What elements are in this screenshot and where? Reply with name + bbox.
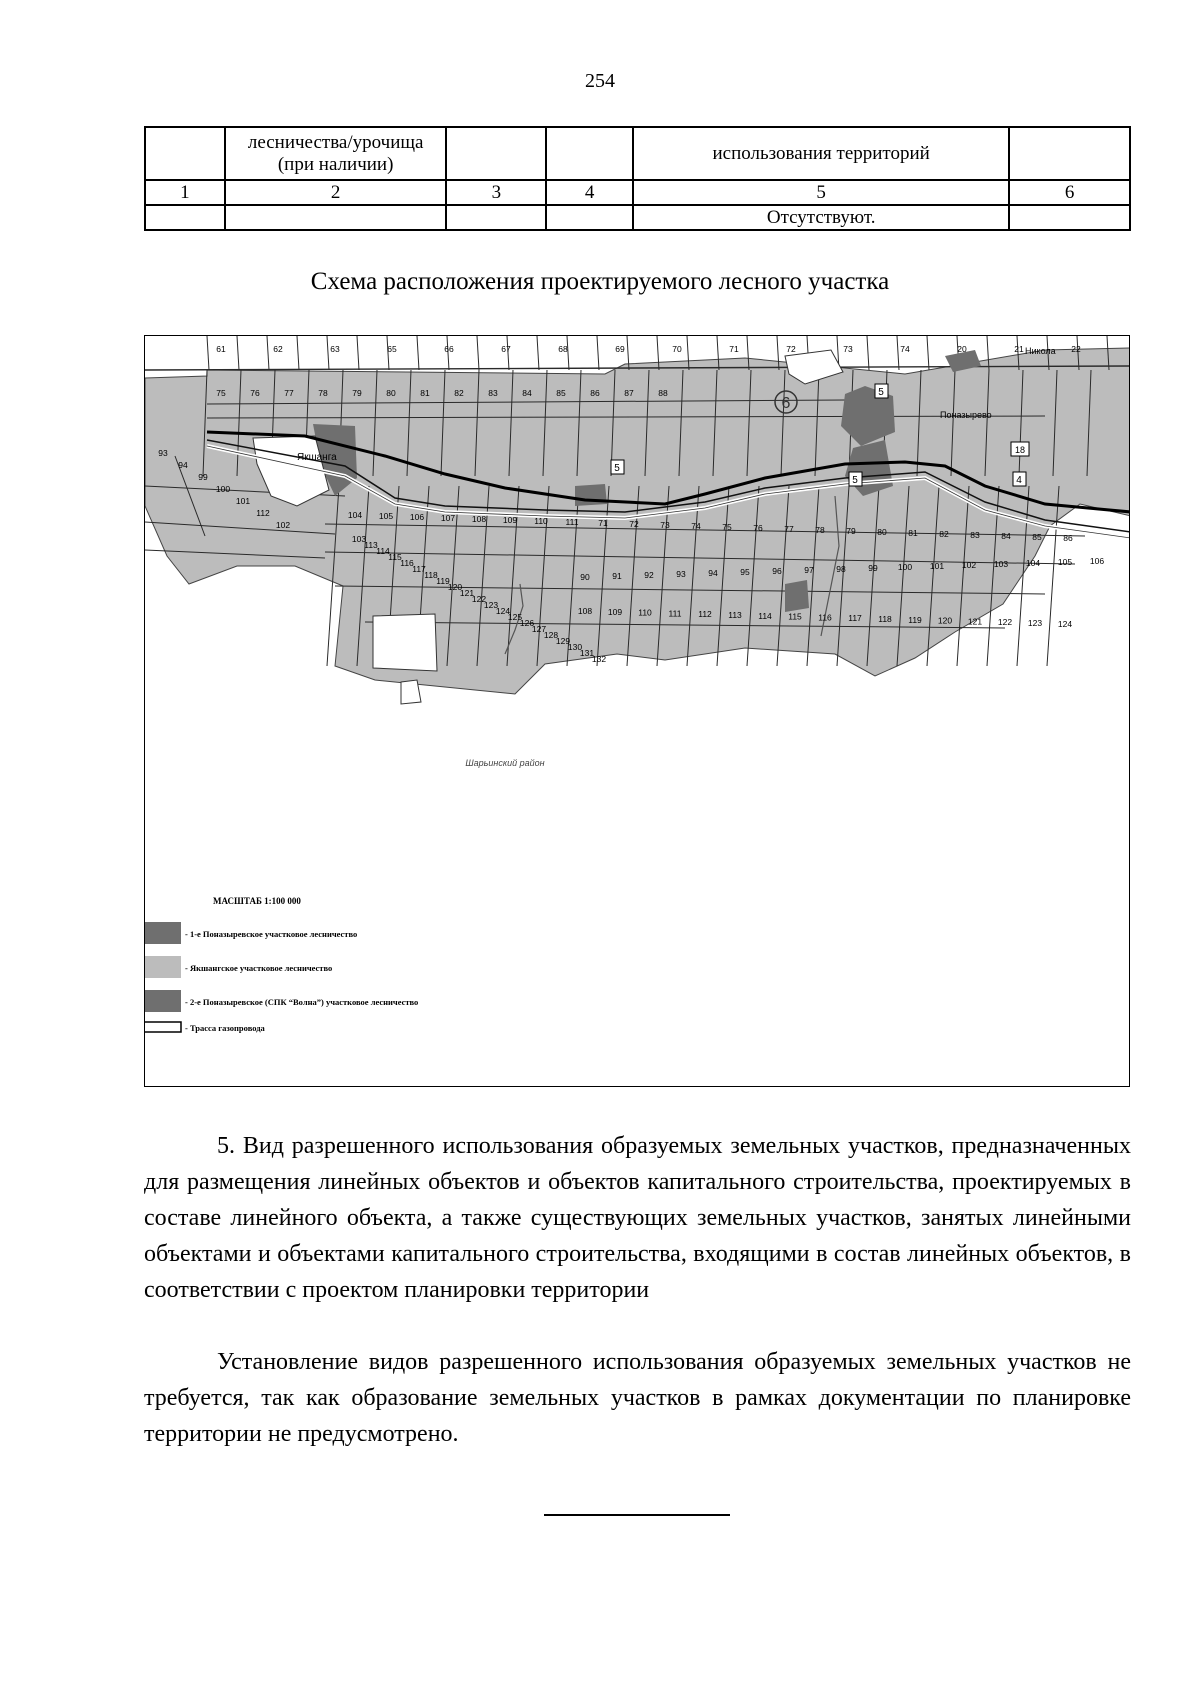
parcel-boundary [357, 336, 359, 370]
box-number [611, 460, 624, 474]
box-number [1013, 472, 1026, 486]
parcel-number: 72 [629, 519, 639, 529]
parcel-number: 61 [216, 344, 226, 354]
parcel-number: 114 [376, 546, 390, 556]
clearing [373, 614, 437, 671]
parcel-number: 85 [556, 388, 566, 398]
forest-plot-map [144, 335, 1130, 1087]
parcel-number: 70 [672, 344, 682, 354]
district-label: Шарьинский район [465, 758, 545, 768]
parcel-number: 121 [967, 616, 983, 627]
parcel-boundary [327, 336, 329, 370]
parcel-boundary [537, 336, 539, 370]
legend-swatch [145, 922, 181, 944]
parcel-number: 109 [502, 515, 518, 525]
parcel-number: 103 [993, 559, 1009, 569]
parcel-boundary [897, 336, 899, 370]
table-cell: 1 [145, 180, 225, 205]
parcel-boundary [597, 336, 599, 370]
parcel-number: 86 [590, 388, 600, 398]
parcel-number: 84 [1001, 531, 1011, 541]
parcel-number: 86 [1063, 533, 1073, 543]
parcel-number: 85 [1032, 532, 1042, 542]
table-cell [446, 205, 546, 230]
table-cell [1009, 205, 1130, 230]
parcel-number: 20 [957, 344, 967, 354]
parcel-number: 74 [691, 521, 701, 531]
parcel-number: 72 [786, 344, 796, 354]
parcel-number: 84 [522, 388, 532, 398]
legend-label: - Трасса газопровода [185, 1023, 265, 1033]
parcel-number: 124 [495, 606, 511, 616]
svg-text:5: 5 [852, 475, 858, 486]
box-number [875, 384, 888, 398]
parcel-number: 107 [440, 513, 456, 523]
parcel-number: 104 [1025, 558, 1041, 568]
parcel-boundary [297, 336, 299, 370]
parcel-number: 121 [459, 588, 475, 598]
parcel-number: 69 [615, 344, 625, 354]
box-number [1011, 442, 1029, 456]
parcel-number: 116 [818, 612, 832, 623]
clearing [401, 680, 421, 704]
parcel-number: 124 [1057, 618, 1073, 629]
parcel-number: 80 [877, 527, 887, 537]
parcel-number: 118 [878, 614, 892, 624]
box-number [849, 472, 862, 486]
table-cell [546, 205, 633, 230]
parcel-number: 122 [997, 617, 1013, 628]
parcel-number: 106 [409, 512, 425, 522]
table-cell: 5 [633, 180, 1009, 205]
parcel-number: 99 [868, 563, 878, 573]
parcel-number: 100 [215, 484, 231, 494]
parcel-number: 120 [937, 615, 953, 626]
parcel-number: 120 [447, 582, 463, 592]
parcel-number: 126 [519, 618, 535, 628]
parcel-number: 87 [624, 388, 634, 398]
parcel-number: 71 [729, 344, 739, 354]
section-5-body-paragraph: Установление видов разрешенного использования образуемых земельных участков не требуется, так как образование земельных участков в рамках документации по планировке территории не предусмотрено. [144, 1349, 1131, 1447]
legend-label: - 1-е Поназыревское участковое лесничество [185, 929, 358, 939]
map-scale: МАСШТАБ 1:100 000 [213, 896, 301, 906]
legend-label: - 2-е Поназыревское (СПК “Волна”) участковое лесничество [185, 997, 419, 1007]
table-row [145, 205, 1130, 230]
parcel-number: 118 [424, 570, 438, 580]
parcel-boundary [267, 336, 269, 370]
parcel-number: 123 [1027, 618, 1043, 628]
parcel-number: 90 [580, 572, 590, 582]
place-label: Поназырево [940, 410, 992, 420]
forestry-number: 6 [781, 395, 791, 412]
parcel-number: 99 [198, 472, 208, 482]
table-cell: 6 [1009, 180, 1130, 205]
svg-text:5: 5 [614, 463, 620, 474]
parcel-number: 74 [900, 344, 910, 354]
parcel-number: 101 [929, 561, 945, 571]
legend-swatch [145, 990, 181, 1012]
table-cell: 3 [446, 180, 546, 205]
parcel-number: 94 [708, 568, 718, 578]
parcel-number: 127 [531, 624, 547, 634]
parcel-number: 132 [591, 654, 607, 664]
parcel-number: 68 [558, 344, 568, 354]
parcel-number: 63 [330, 344, 340, 354]
parcel-number: 105 [1057, 557, 1073, 567]
parcel-number: 93 [676, 569, 686, 579]
parcel-number: 111 [565, 517, 579, 527]
parcel-number: 73 [660, 520, 670, 530]
parcel-number: 22 [1071, 344, 1081, 354]
parcel-number: 82 [939, 529, 949, 539]
parcel-boundary [207, 336, 209, 370]
parcel-number: 117 [848, 613, 862, 624]
parcel-number: 119 [908, 614, 922, 625]
parcel-number: 115 [788, 611, 802, 622]
table-cell [1009, 127, 1130, 180]
svg-text:5: 5 [878, 387, 884, 398]
table-cell [225, 205, 447, 230]
dark-forest-unit [785, 580, 809, 612]
parcel-number: 109 [607, 606, 623, 617]
table-cell: использования территорий [633, 127, 1009, 180]
parcel-number: 123 [483, 600, 499, 610]
parcel-number: 67 [501, 344, 511, 354]
parcel-number: 73 [843, 344, 853, 354]
parcel-boundary [867, 336, 869, 370]
parcel-number: 71 [598, 518, 608, 528]
parcel-boundary [237, 336, 239, 370]
table-cell [145, 127, 225, 180]
parcel-number: 97 [804, 565, 814, 575]
parcel-number: 119 [436, 576, 450, 586]
parcel-number: 130 [567, 642, 583, 652]
parcel-number: 81 [420, 388, 430, 398]
table-cell: Отсутствуют. [633, 205, 1009, 230]
map-legend [145, 922, 418, 1033]
parcel-number: 106 [1089, 556, 1105, 566]
parcel-number: 79 [352, 388, 362, 398]
parcel-number: 115 [388, 552, 402, 562]
parcel-number: 125 [507, 612, 523, 622]
parcel-number: 76 [753, 523, 763, 533]
parcel-number: 77 [284, 388, 294, 398]
table-cell [145, 205, 225, 230]
parcel-number: 79 [846, 526, 856, 536]
parcel-number: 83 [488, 388, 498, 398]
parcel-number: 66 [444, 344, 454, 354]
parcel-number: 110 [638, 607, 652, 618]
parcel-number: 76 [250, 388, 260, 398]
parcel-number: 78 [815, 525, 825, 535]
parcel-number: 92 [644, 570, 654, 580]
parcel-number: 62 [273, 344, 283, 354]
parcel-boundary [417, 336, 419, 370]
parcel-number: 117 [412, 564, 426, 574]
parcel-number: 105 [378, 511, 394, 521]
parcel-number: 116 [400, 558, 414, 568]
parcel-number: 75 [722, 522, 732, 532]
parcel-number: 102 [275, 520, 291, 530]
legend-label: - Якшангское участковое лесничество [185, 963, 333, 973]
parcel-number: 93 [158, 448, 168, 458]
place-label: Никола [1025, 346, 1056, 356]
parcel-number: 80 [386, 388, 396, 398]
parcel-number: 98 [836, 564, 846, 574]
page-number: 254 [585, 70, 615, 92]
parcel-number: 131 [579, 648, 595, 658]
dark-forest-unit [575, 484, 607, 506]
parcel-number: 95 [740, 567, 750, 577]
table-cell: 4 [546, 180, 633, 205]
parcel-number: 129 [555, 636, 571, 646]
parcel-number: 102 [961, 560, 977, 570]
parcel-number: 114 [758, 610, 772, 621]
parcel-number: 82 [454, 388, 464, 398]
table-cell [446, 127, 546, 180]
parcel-number: 83 [970, 530, 980, 540]
table-cell [546, 127, 633, 180]
svg-text:18: 18 [1014, 445, 1026, 455]
parcel-number: 112 [698, 609, 712, 620]
parcel-number: 77 [784, 524, 794, 534]
section-5-heading-paragraph: 5. Вид разрешенного использования образуемых земельных участков, предназначенных для размещения линейных объектов и объектов капитального строительства, проектируемых в составе линейного объекта, а также существующих земельных участков, занятых линейными объектами и объектами капитального строительства, входящими в состав линейных объектов, в соответствии с проектом планировки территории [144, 1133, 1131, 1303]
parcel-number: 75 [216, 388, 226, 398]
parcel-number: 108 [577, 606, 593, 616]
parcel-number: 128 [543, 630, 559, 640]
parcel-number: 110 [534, 516, 548, 526]
parcel-number: 112 [256, 508, 270, 518]
parcel-number: 122 [471, 594, 487, 604]
legend-swatch [145, 1022, 181, 1032]
parcel-number: 88 [658, 388, 668, 398]
parcel-number: 65 [387, 344, 397, 354]
parcel-number: 100 [897, 562, 913, 572]
parcel-boundary [477, 336, 479, 370]
parcel-boundary [927, 336, 929, 370]
parcel-number: 78 [318, 388, 328, 398]
parcel-number: 91 [612, 571, 622, 581]
table-cell: 2 [225, 180, 447, 205]
parcel-number: 101 [235, 496, 251, 506]
table-row [145, 127, 1130, 180]
header-table [144, 126, 1131, 231]
parcel-number: 94 [178, 460, 188, 470]
parcel-number: 96 [772, 566, 782, 576]
parcel-number: 81 [908, 528, 918, 538]
scheme-title: Схема расположения проектируемого лесного участка [310, 268, 890, 295]
end-separator-line [544, 1514, 730, 1516]
place-label: Якшанга [297, 452, 337, 463]
parcel-number: 113 [364, 540, 378, 550]
svg-text:4: 4 [1016, 475, 1022, 486]
parcel-number: 104 [347, 510, 363, 520]
table-row [145, 180, 1130, 205]
table-cell: лесничества/урочища (при наличии) [225, 127, 447, 180]
parcel-number: 108 [471, 514, 487, 524]
parcel-number: 111 [668, 608, 682, 619]
parcel-number: 113 [728, 610, 742, 620]
parcel-number: 103 [351, 534, 367, 544]
parcel-number: 21 [1014, 344, 1024, 354]
legend-swatch [145, 956, 181, 978]
